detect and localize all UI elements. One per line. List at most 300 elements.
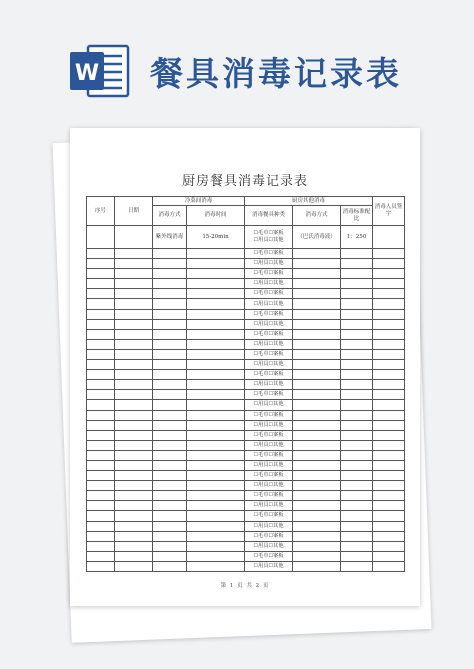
cell-date[interactable]: [115, 390, 153, 400]
cell-cold-method[interactable]: [153, 390, 187, 400]
cell-cold-time[interactable]: [187, 319, 245, 329]
cell-kitchen-method[interactable]: [293, 279, 341, 289]
cell-signature[interactable]: [373, 390, 405, 400]
header-tableware-type: 消毒餐具种类: [245, 206, 293, 226]
table-row: [87, 299, 405, 309]
cell-kitchen-method[interactable]: [293, 420, 341, 430]
cell-seq[interactable]: [87, 349, 115, 359]
cell-ratio[interactable]: [341, 279, 373, 289]
table-row: [87, 279, 405, 289]
cell-ratio[interactable]: [341, 269, 373, 279]
cell-signature[interactable]: [373, 410, 405, 420]
cell-cold-time[interactable]: [187, 430, 245, 440]
cell-cold-method[interactable]: [153, 309, 187, 319]
cell-ratio[interactable]: [341, 430, 373, 440]
cell-signature[interactable]: [373, 249, 405, 259]
cell-seq[interactable]: [87, 561, 115, 571]
cell-cold-time[interactable]: [187, 249, 245, 259]
cell-seq[interactable]: [87, 541, 115, 551]
cell-tableware-type[interactable]: ☐用具☐其他: [245, 521, 293, 531]
cell-kitchen-method[interactable]: [293, 259, 341, 269]
cell-date[interactable]: [115, 400, 153, 410]
table-row: [87, 460, 405, 470]
cell-tableware-type[interactable]: ☐用具☐其他: [245, 440, 293, 450]
cell-kitchen-method[interactable]: [293, 269, 341, 279]
cell-kitchen-method[interactable]: [293, 410, 341, 420]
table-row: [87, 551, 405, 561]
cell-ratio[interactable]: [341, 511, 373, 521]
cell-cold-time[interactable]: [187, 339, 245, 349]
table-row: [87, 339, 405, 349]
cell-cold-time[interactable]: [187, 420, 245, 430]
cell-tableware-type[interactable]: ☐毛巾☐案板: [245, 249, 293, 259]
table-row: [87, 501, 405, 511]
cell-cold-method[interactable]: [153, 551, 187, 561]
cell-cold-method[interactable]: [153, 501, 187, 511]
cell-seq[interactable]: [87, 450, 115, 460]
cell-kitchen-method[interactable]: [293, 370, 341, 380]
cell-tableware-type[interactable]: ☐毛巾☐案板: [245, 491, 293, 501]
cell-signature[interactable]: [373, 360, 405, 370]
cell-date[interactable]: [115, 279, 153, 289]
cell-seq[interactable]: [87, 269, 115, 279]
cell-cold-method[interactable]: [153, 491, 187, 501]
cell-cold-method[interactable]: [153, 329, 187, 339]
cell-cold-time[interactable]: [187, 551, 245, 561]
cell-kitchen-method[interactable]: [293, 551, 341, 561]
table-row: [87, 319, 405, 329]
cell-cold-time[interactable]: [187, 309, 245, 319]
cell-seq[interactable]: [87, 279, 115, 289]
cell-signature[interactable]: [373, 226, 405, 249]
cell-ratio[interactable]: [341, 551, 373, 561]
cell-ratio[interactable]: [341, 541, 373, 551]
cell-signature[interactable]: [373, 309, 405, 319]
cell-kitchen-method[interactable]: [293, 249, 341, 259]
cell-signature[interactable]: [373, 400, 405, 410]
cell-seq[interactable]: [87, 471, 115, 481]
cell-seq[interactable]: [87, 521, 115, 531]
checkbox-line-utensil-other[interactable]: ☐用具☐其他: [253, 237, 284, 243]
cell-signature[interactable]: [373, 259, 405, 269]
cell-ratio[interactable]: [341, 370, 373, 380]
cell-tableware-type[interactable]: ☐毛巾☐案板: [245, 370, 293, 380]
cell-seq[interactable]: [87, 440, 115, 450]
cell-tableware-type[interactable]: ☐用具☐其他: [245, 259, 293, 269]
cell-tableware-type[interactable]: ☐毛巾☐案板: [245, 430, 293, 440]
table-row: [87, 481, 405, 491]
cell-tableware-type[interactable]: ☐用具☐其他: [245, 561, 293, 571]
cell-ratio[interactable]: [341, 309, 373, 319]
cell-cold-time[interactable]: [187, 259, 245, 269]
cell-seq[interactable]: [87, 420, 115, 430]
cell-kitchen-method[interactable]: [293, 289, 341, 299]
table-row: [87, 309, 405, 319]
cell-cold-method[interactable]: [153, 319, 187, 329]
cell-kitchen-method[interactable]: [293, 390, 341, 400]
cell-ratio[interactable]: [341, 561, 373, 571]
cell-cold-method[interactable]: [153, 360, 187, 370]
cell-signature[interactable]: [373, 269, 405, 279]
cell-date[interactable]: [115, 259, 153, 269]
table-row: [87, 349, 405, 359]
cell-kitchen-method[interactable]: [293, 450, 341, 460]
cell-cold-time[interactable]: [187, 440, 245, 450]
word-icon-letter: W: [74, 61, 100, 86]
cell-cold-method[interactable]: [153, 249, 187, 259]
cell-cold-time[interactable]: [187, 289, 245, 299]
cell-cold-time[interactable]: [187, 279, 245, 289]
cell-kitchen-method: （巴氏消毒液）: [293, 226, 341, 249]
cell-tableware-type[interactable]: ☐毛巾☐案板: [245, 531, 293, 541]
cell-kitchen-method[interactable]: [293, 541, 341, 551]
cell-ratio: 1：250: [341, 226, 373, 249]
cell-ratio[interactable]: [341, 450, 373, 460]
cell-cold-method[interactable]: [153, 420, 187, 430]
cell-tableware-type[interactable]: ☐用具☐其他: [245, 541, 293, 551]
cell-ratio[interactable]: [341, 349, 373, 359]
cell-ratio[interactable]: [341, 329, 373, 339]
cell-seq[interactable]: [87, 481, 115, 491]
cell-signature[interactable]: [373, 279, 405, 289]
cell-date[interactable]: [115, 269, 153, 279]
cell-date[interactable]: [115, 551, 153, 561]
cell-seq[interactable]: [87, 360, 115, 370]
header-method: 消毒方式: [153, 206, 187, 226]
cell-tableware-type[interactable]: ☐毛巾☐案板: [245, 511, 293, 521]
table-row: [87, 249, 405, 259]
cell-tableware-type[interactable]: ☐用具☐其他: [245, 380, 293, 390]
cell-cold-method[interactable]: [153, 299, 187, 309]
cell-seq[interactable]: [87, 226, 115, 249]
cell-cold-time[interactable]: [187, 541, 245, 551]
table-row: [87, 561, 405, 571]
cell-seq[interactable]: [87, 259, 115, 269]
cell-seq[interactable]: [87, 430, 115, 440]
cell-date[interactable]: [115, 410, 153, 420]
cell-cold-time[interactable]: [187, 460, 245, 470]
cell-date[interactable]: [115, 380, 153, 390]
cell-signature[interactable]: [373, 531, 405, 541]
cell-cold-time[interactable]: [187, 521, 245, 531]
cell-cold-time[interactable]: [187, 481, 245, 491]
cell-seq[interactable]: [87, 319, 115, 329]
cell-tableware-type[interactable]: ☐毛巾☐案板: [245, 349, 293, 359]
cell-ratio[interactable]: [341, 249, 373, 259]
cell-kitchen-method[interactable]: [293, 339, 341, 349]
cell-ratio[interactable]: [341, 420, 373, 430]
cell-cold-method[interactable]: [153, 269, 187, 279]
cell-date[interactable]: [115, 450, 153, 460]
banner-title: 餐具消毒记录表: [150, 54, 402, 93]
cell-seq[interactable]: [87, 289, 115, 299]
cell-date[interactable]: [115, 370, 153, 380]
cell-kitchen-method[interactable]: [293, 299, 341, 309]
cell-signature[interactable]: [373, 521, 405, 531]
cell-tableware-type[interactable]: ☐毛巾☐案板: [245, 410, 293, 420]
cell-seq[interactable]: [87, 299, 115, 309]
cell-tableware-type[interactable]: ☐毛巾☐案板: [245, 551, 293, 561]
page-footer: 第 1 页 共 2 页: [220, 583, 270, 589]
cell-ratio[interactable]: [341, 299, 373, 309]
cell-date[interactable]: [115, 289, 153, 299]
cell-date[interactable]: [115, 319, 153, 329]
cell-signature[interactable]: [373, 440, 405, 450]
cell-ratio[interactable]: [341, 501, 373, 511]
cell-date[interactable]: [115, 329, 153, 339]
cell-cold-method[interactable]: [153, 400, 187, 410]
cell-tableware-type[interactable]: ☐用具☐其他: [245, 339, 293, 349]
cell-date[interactable]: [115, 471, 153, 481]
cell-tableware-type[interactable]: ☐用具☐其他: [245, 460, 293, 470]
cell-signature[interactable]: [373, 420, 405, 430]
cell-tableware-type[interactable]: [245, 226, 293, 249]
table-row: [87, 390, 405, 400]
cell-tableware-type[interactable]: ☐毛巾☐案板: [245, 471, 293, 481]
table-row: [87, 400, 405, 410]
cell-signature[interactable]: [373, 450, 405, 460]
cell-cold-method[interactable]: [153, 460, 187, 470]
cell-kitchen-method[interactable]: [293, 430, 341, 440]
cell-cold-time[interactable]: [187, 380, 245, 390]
cell-tableware-type[interactable]: ☐毛巾☐案板: [245, 329, 293, 339]
cell-cold-method[interactable]: [153, 289, 187, 299]
cell-cold-time[interactable]: [187, 561, 245, 571]
cell-cold-method[interactable]: [153, 430, 187, 440]
cell-date[interactable]: [115, 561, 153, 571]
cell-seq[interactable]: [87, 249, 115, 259]
cell-seq[interactable]: [87, 400, 115, 410]
cell-cold-method[interactable]: [153, 541, 187, 551]
cell-kitchen-method[interactable]: [293, 481, 341, 491]
cell-signature[interactable]: [373, 329, 405, 339]
cell-ratio[interactable]: [341, 360, 373, 370]
cell-seq[interactable]: [87, 380, 115, 390]
cell-cold-method[interactable]: [153, 279, 187, 289]
cell-cold-method: 紫外线消毒: [153, 226, 187, 249]
cell-cold-method[interactable]: [153, 481, 187, 491]
cell-cold-time[interactable]: [187, 511, 245, 521]
cell-tableware-type[interactable]: ☐用具☐其他: [245, 299, 293, 309]
cell-ratio[interactable]: [341, 410, 373, 420]
cell-cold-time[interactable]: [187, 299, 245, 309]
cell-kitchen-method[interactable]: [293, 491, 341, 501]
cell-kitchen-method[interactable]: [293, 319, 341, 329]
cell-cold-method[interactable]: [153, 370, 187, 380]
table-row: [87, 450, 405, 460]
cell-kitchen-method[interactable]: [293, 349, 341, 359]
cell-kitchen-method[interactable]: [293, 531, 341, 541]
cell-cold-time[interactable]: [187, 501, 245, 511]
cell-cold-time[interactable]: [187, 370, 245, 380]
cell-signature[interactable]: [373, 501, 405, 511]
cell-tableware-type[interactable]: ☐用具☐其他: [245, 400, 293, 410]
cell-signature[interactable]: [373, 299, 405, 309]
cell-ratio[interactable]: [341, 491, 373, 501]
document-title: 厨房餐具消毒记录表: [181, 174, 308, 189]
cell-cold-method[interactable]: [153, 511, 187, 521]
cell-signature[interactable]: [373, 511, 405, 521]
cell-ratio[interactable]: [341, 471, 373, 481]
cell-cold-time[interactable]: [187, 491, 245, 501]
cell-tableware-type[interactable]: ☐毛巾☐案板: [245, 309, 293, 319]
cell-date[interactable]: [115, 481, 153, 491]
cell-seq[interactable]: [87, 460, 115, 470]
cell-seq[interactable]: [87, 501, 115, 511]
cell-signature[interactable]: [373, 561, 405, 571]
cell-cold-method[interactable]: [153, 259, 187, 269]
header-seq: 序号: [87, 197, 115, 226]
cell-seq[interactable]: [87, 329, 115, 339]
cell-signature[interactable]: [373, 541, 405, 551]
cell-kitchen-method[interactable]: [293, 561, 341, 571]
cell-tableware-type[interactable]: ☐毛巾☐案板: [245, 450, 293, 460]
cell-signature[interactable]: [373, 370, 405, 380]
cell-cold-method[interactable]: [153, 339, 187, 349]
cell-kitchen-method[interactable]: [293, 400, 341, 410]
cell-cold-time[interactable]: [187, 329, 245, 339]
cell-date[interactable]: [115, 430, 153, 440]
cell-cold-time[interactable]: [187, 390, 245, 400]
cell-kitchen-method[interactable]: [293, 471, 341, 481]
cell-signature[interactable]: [373, 460, 405, 470]
cell-kitchen-method[interactable]: [293, 521, 341, 531]
header-date: 日期: [115, 197, 153, 226]
table-row: [87, 541, 405, 551]
cell-date[interactable]: [115, 541, 153, 551]
cell-cold-method[interactable]: [153, 380, 187, 390]
cell-kitchen-method[interactable]: [293, 360, 341, 370]
checkbox-line-towel-board[interactable]: ☐毛巾☐案板: [253, 230, 284, 236]
cell-seq[interactable]: [87, 370, 115, 380]
cell-signature[interactable]: [373, 471, 405, 481]
cell-tableware-type[interactable]: ☐毛巾☐案板: [245, 289, 293, 299]
cell-tableware-type[interactable]: ☐用具☐其他: [245, 420, 293, 430]
cell-date[interactable]: [115, 531, 153, 541]
header-kitchen-other: 厨房其他消毒: [245, 197, 373, 206]
cell-seq[interactable]: [87, 390, 115, 400]
cell-signature[interactable]: [373, 319, 405, 329]
cell-cold-time[interactable]: [187, 531, 245, 541]
cell-cold-method[interactable]: [153, 349, 187, 359]
cell-seq[interactable]: [87, 551, 115, 561]
table-row: [87, 360, 405, 370]
cell-ratio[interactable]: [341, 460, 373, 470]
cell-date[interactable]: [115, 339, 153, 349]
cell-tableware-type[interactable]: ☐用具☐其他: [245, 481, 293, 491]
cell-cold-time[interactable]: [187, 360, 245, 370]
cell-cold-method[interactable]: [153, 410, 187, 420]
cell-ratio[interactable]: [341, 380, 373, 390]
cell-ratio[interactable]: [341, 521, 373, 531]
cell-signature[interactable]: [373, 551, 405, 561]
cell-signature[interactable]: [373, 380, 405, 390]
cell-seq[interactable]: [87, 511, 115, 521]
cell-date[interactable]: [115, 349, 153, 359]
cell-date[interactable]: [115, 420, 153, 430]
cell-date[interactable]: [115, 360, 153, 370]
cell-ratio[interactable]: [341, 400, 373, 410]
cell-cold-method[interactable]: [153, 471, 187, 481]
cell-ratio[interactable]: [341, 390, 373, 400]
cell-tableware-type[interactable]: ☐用具☐其他: [245, 501, 293, 511]
cell-ratio[interactable]: [341, 339, 373, 349]
cell-signature[interactable]: [373, 481, 405, 491]
table-row: [87, 491, 405, 501]
document-page: [70, 128, 420, 606]
cell-date[interactable]: [115, 249, 153, 259]
cell-ratio[interactable]: [341, 289, 373, 299]
cell-cold-time[interactable]: [187, 450, 245, 460]
banner: [0, 0, 474, 110]
cell-date[interactable]: [115, 460, 153, 470]
table-row: [87, 380, 405, 390]
cell-ratio[interactable]: [341, 481, 373, 491]
cell-cold-time[interactable]: [187, 400, 245, 410]
cell-cold-method[interactable]: [153, 521, 187, 531]
cell-tableware-type[interactable]: ☐用具☐其他: [245, 279, 293, 289]
cell-kitchen-method[interactable]: [293, 460, 341, 470]
cell-seq[interactable]: [87, 309, 115, 319]
cell-date[interactable]: [115, 299, 153, 309]
cell-seq[interactable]: [87, 531, 115, 541]
cell-kitchen-method[interactable]: [293, 380, 341, 390]
cell-kitchen-method[interactable]: [293, 440, 341, 450]
cell-ratio[interactable]: [341, 531, 373, 541]
table-row: [87, 430, 405, 440]
cell-cold-method[interactable]: [153, 561, 187, 571]
cell-ratio[interactable]: [341, 319, 373, 329]
cell-cold-time[interactable]: [187, 471, 245, 481]
cell-cold-method[interactable]: [153, 440, 187, 450]
cell-signature[interactable]: [373, 349, 405, 359]
cell-tableware-type[interactable]: ☐用具☐其他: [245, 319, 293, 329]
cell-date[interactable]: [115, 501, 153, 511]
cell-signature[interactable]: [373, 430, 405, 440]
cell-cold-time[interactable]: [187, 349, 245, 359]
cell-date[interactable]: [115, 309, 153, 319]
cell-ratio[interactable]: [341, 440, 373, 450]
cell-cold-method[interactable]: [153, 531, 187, 541]
cell-kitchen-method[interactable]: [293, 501, 341, 511]
cell-date[interactable]: [115, 511, 153, 521]
cell-date[interactable]: [115, 521, 153, 531]
cell-kitchen-method[interactable]: [293, 329, 341, 339]
cell-signature[interactable]: [373, 339, 405, 349]
cell-kitchen-method[interactable]: [293, 309, 341, 319]
cell-ratio[interactable]: [341, 259, 373, 269]
table-row: [87, 329, 405, 339]
cell-seq[interactable]: [87, 491, 115, 501]
cell-cold-method[interactable]: [153, 450, 187, 460]
cell-seq[interactable]: [87, 410, 115, 420]
cell-seq[interactable]: [87, 339, 115, 349]
cell-tableware-type[interactable]: ☐毛巾☐案板: [245, 269, 293, 279]
cell-date[interactable]: [115, 440, 153, 450]
cell-signature[interactable]: [373, 289, 405, 299]
cell-signature[interactable]: [373, 491, 405, 501]
table-row: [87, 420, 405, 430]
cell-cold-time[interactable]: [187, 410, 245, 420]
cell-tableware-type[interactable]: ☐毛巾☐案板: [245, 390, 293, 400]
table-row: [87, 471, 405, 481]
cell-date[interactable]: [115, 226, 153, 249]
table-row: [87, 410, 405, 420]
cell-kitchen-method[interactable]: [293, 511, 341, 521]
cell-tableware-type[interactable]: ☐用具☐其他: [245, 360, 293, 370]
cell-date[interactable]: [115, 491, 153, 501]
cell-cold-time[interactable]: [187, 269, 245, 279]
